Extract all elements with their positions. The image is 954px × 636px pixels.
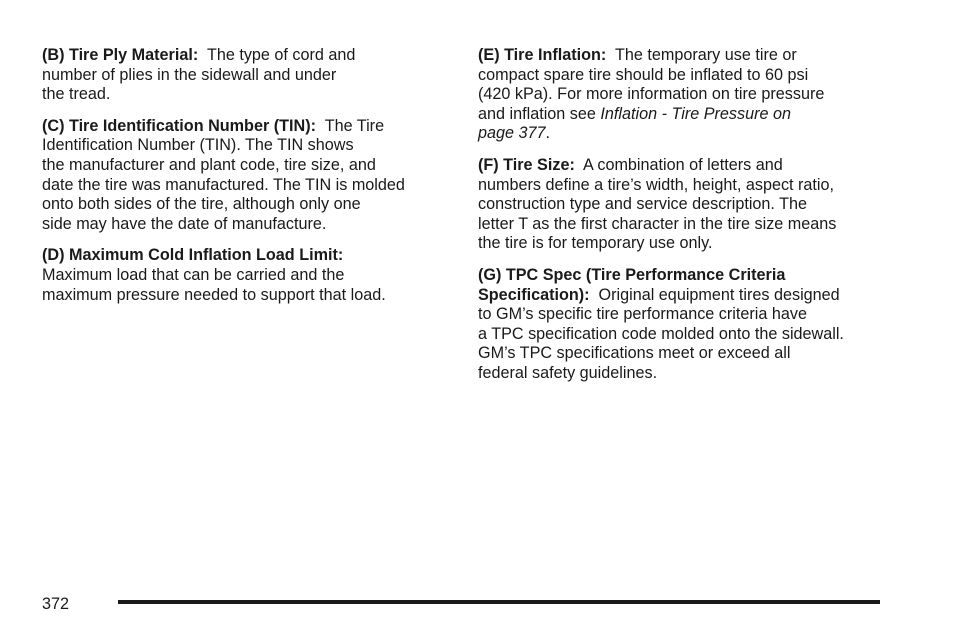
text-line	[478, 124, 888, 144]
text-span: The type of cord and	[206, 46, 356, 64]
tire-inflation-paragraph	[478, 46, 888, 144]
text-line: construction type and service description. The	[478, 195, 808, 214]
tpc-spec-term-cont: Specification):	[478, 285, 590, 304]
text-line: date the tire was manufactured. The TIN is molded	[42, 175, 405, 194]
max-cold-inflation-paragraph	[42, 246, 452, 305]
text-line: compact spare tire should be inflated to 60 psi	[478, 65, 809, 84]
text-line: to GM’s specific tire performance criteria have	[478, 305, 807, 324]
text-line: onto both sides of the tire, although only one	[42, 195, 361, 214]
text-line	[478, 286, 888, 306]
text-line: federal safety guidelines.	[478, 363, 658, 382]
text-line: a TPC specification code molded onto the sidewall.	[478, 324, 844, 343]
text-span: .	[545, 124, 551, 143]
text-span: The Tire	[324, 116, 385, 135]
left-column	[42, 46, 452, 317]
tire-ply-material-paragraph	[42, 46, 452, 105]
text-span: A combination of letters and	[582, 155, 783, 174]
text-line: (420 kPa). For more information on tire pressure	[478, 85, 825, 104]
tire-size-paragraph	[478, 156, 888, 254]
text-line: GM’s TPC specifications meet or exceed all	[478, 344, 791, 363]
text-line: the tire is for temporary use only.	[478, 234, 713, 253]
text-line: numbers define a tire’s width, height, aspect ratio,	[478, 175, 835, 194]
right-column	[478, 46, 888, 396]
cross-reference-page[interactable]: page 377	[478, 124, 546, 143]
tire-size-term: (F) Tire Size:	[478, 155, 575, 174]
text-line: number of plies in the sidewall and under	[42, 65, 337, 84]
text-span: Original equipment tires designed	[598, 285, 840, 304]
text-line	[478, 105, 888, 125]
tin-paragraph	[42, 117, 452, 235]
tpc-spec-term: (G) TPC Spec (Tire Performance Criteria	[478, 265, 786, 284]
text-line: the manufacturer and plant code, tire size, and	[42, 155, 376, 174]
text-line: Identification Number (TIN). The TIN shows	[42, 136, 354, 155]
text-span: and inflation see	[478, 104, 601, 123]
tin-term: (C) Tire Identification Number (TIN):	[42, 116, 316, 135]
text-line: the tread.	[42, 85, 111, 104]
tpc-spec-paragraph	[478, 266, 888, 384]
text-line: maximum pressure needed to support that load.	[42, 285, 386, 304]
text-line	[42, 117, 452, 137]
page-number: 372	[42, 595, 70, 613]
text-line	[478, 46, 888, 66]
text-span: The temporary use tire or	[615, 46, 797, 64]
tire-inflation-term: (E) Tire Inflation:	[478, 46, 607, 64]
text-line: Maximum load that can be carried and the	[42, 265, 345, 284]
tire-ply-material-term: (B) Tire Ply Material:	[42, 46, 199, 64]
cross-reference-link[interactable]: Inflation - Tire Pressure on	[600, 104, 791, 123]
text-line	[42, 46, 452, 66]
text-line	[478, 156, 888, 176]
max-cold-inflation-term: (D) Maximum Cold Inflation Load Limit:	[42, 246, 344, 265]
footer-rule	[118, 600, 880, 604]
text-line: side may have the date of manufacture.	[42, 214, 327, 233]
text-line: letter T as the first character in the tire size means	[478, 214, 837, 233]
